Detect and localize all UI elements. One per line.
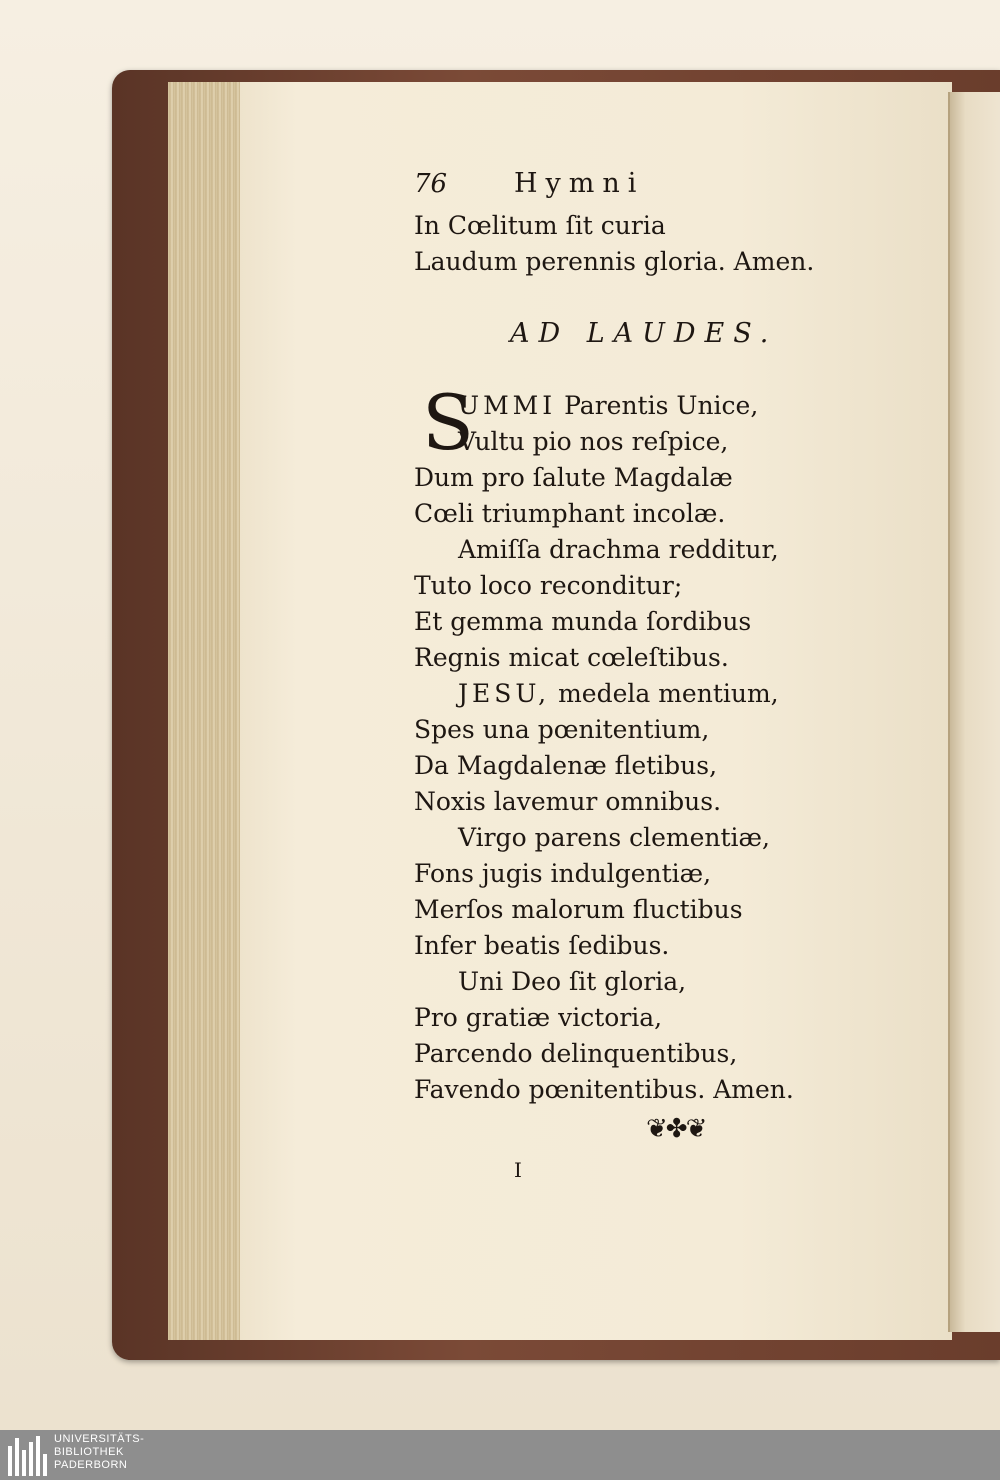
text-line: Regnis micat cœleſtibus. xyxy=(414,643,729,672)
first-line-rest: Parentis Unice, xyxy=(564,391,759,420)
running-head: Hymni xyxy=(514,168,645,199)
signature-mark: I xyxy=(514,1158,522,1182)
section-title: AD LAUDES. xyxy=(510,318,778,349)
text-line: Parcendo delinquentibus, xyxy=(414,1039,738,1068)
text-line: Merſos malorum fluctibus xyxy=(414,895,743,924)
text-line: Amiſſa drachma redditur, xyxy=(458,535,779,564)
library-footer xyxy=(0,1430,1000,1480)
ornament-icon: ❦✤❦ xyxy=(646,1114,706,1144)
text-line: Da Magdalenæ fletibus, xyxy=(414,751,718,780)
text-line: Pro gratiæ victoria, xyxy=(414,1003,663,1032)
stanza-5 xyxy=(414,964,894,1108)
page-text xyxy=(414,168,894,1182)
text-line: Fons jugis indulgentiæ, xyxy=(414,859,712,888)
text-line: Spes una pœnitentium, xyxy=(414,715,710,744)
text-line: Vultu pio nos reſpice, xyxy=(458,427,729,456)
stanza-2 xyxy=(414,532,894,676)
text-line xyxy=(414,388,894,424)
first-word: UMMI xyxy=(458,391,557,420)
library-name xyxy=(54,1433,144,1472)
text-line xyxy=(414,676,894,712)
text-line: Dum pro ſalute Magdalæ xyxy=(414,463,733,492)
text-line: Noxis lavemur omnibus. xyxy=(414,787,722,816)
library-name-line: UNIVERSITÄTS- xyxy=(54,1433,145,1445)
stanza-first-rest: medela mentium, xyxy=(558,679,779,708)
text-line: In Cœlitum ſit curia xyxy=(414,211,666,240)
library-logo-icon xyxy=(8,1434,48,1476)
library-name-line: PADERBORN xyxy=(54,1459,128,1471)
stanza-4 xyxy=(414,820,894,964)
text-line: Uni Deo ſit gloria, xyxy=(458,967,687,996)
text-line: Virgo parens clementiæ, xyxy=(458,823,770,852)
text-line: Et gemma munda ſordibus xyxy=(414,607,752,636)
page-header xyxy=(414,168,894,208)
stanza-3 xyxy=(414,676,894,820)
text-line: Tuto loco reconditur; xyxy=(414,571,683,600)
page-edges xyxy=(168,82,247,1340)
page-number: 76 xyxy=(414,169,448,199)
text-line: Favendo pœnitentibus. Amen. xyxy=(414,1075,794,1104)
stanza-1 xyxy=(414,378,894,532)
stanza-first-word: JESU, xyxy=(458,679,551,708)
drop-cap: S xyxy=(422,378,475,467)
text-line: Laudum perennis gloria. Amen. xyxy=(414,247,815,276)
library-name-line: BIBLIOTHEK xyxy=(54,1446,124,1458)
text-line: Cœli triumphant incolæ. xyxy=(414,499,726,528)
facing-page-edge xyxy=(948,92,1000,1332)
text-line: Infer beatis ſedibus. xyxy=(414,931,670,960)
